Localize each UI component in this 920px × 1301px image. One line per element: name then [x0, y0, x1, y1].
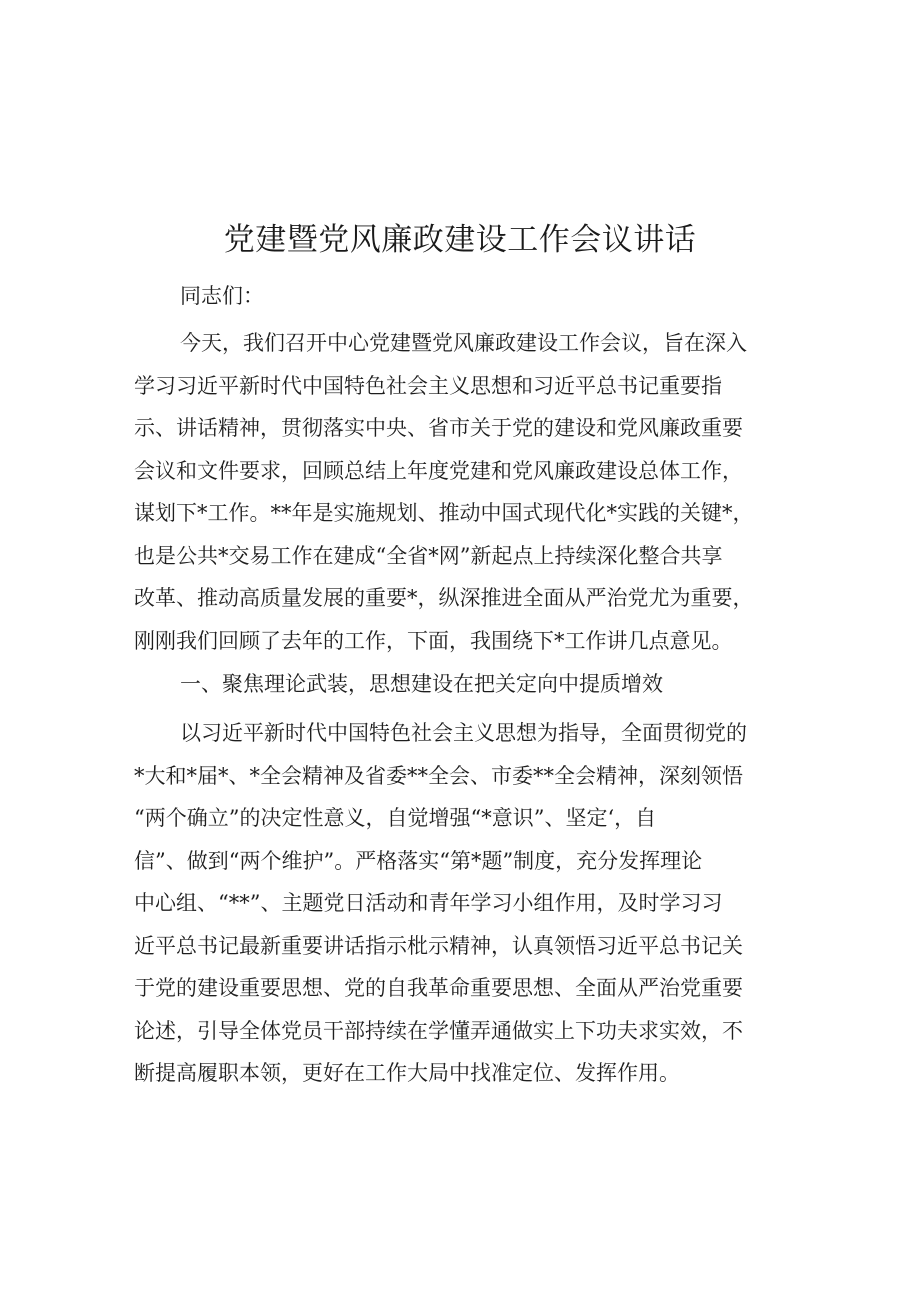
section-heading-1	[134, 663, 850, 706]
paragraph-line: 近平总书记最新重要讲话指示枇示精神，认真领悟习近平总书记关	[134, 933, 743, 958]
paragraph-line: 刚刚我们回顾了去年的工作，下面，我围绕下*工作讲几点意见。	[134, 628, 733, 653]
greeting	[134, 275, 850, 318]
paragraph-line: 会议和文件要求，回顾总结上年度党建和党风廉政建设总体工作，	[134, 458, 743, 483]
document-title: 党建暨党风廉政建设工作会议讲话	[223, 222, 697, 258]
paragraph-line: “两个确立”的决定性意义，自觉增强“*意识”、坚定‘，自	[134, 806, 657, 830]
paragraph-line: *大和*届*、*全会精神及省委**全会、市委**全会精神，深刻领悟	[134, 763, 743, 788]
paragraph-line: 于党的建设重要思想、党的自我革命重要思想、全面从严治党重要	[134, 976, 743, 1000]
paragraph-line: 信”、做到“两个维护”。严格落实“第*题”制度，充分发挥理论	[134, 848, 703, 873]
paragraph-line: 论述，引导全体党员干部持续在学懂弄通做实上下功夫求实效，不	[134, 1018, 743, 1043]
paragraph-intro	[134, 322, 804, 662]
paragraph-line: 以习近平新时代中国特色社会主义思想为指导，全面贯彻党的	[180, 721, 747, 745]
paragraph-line: 改革、推动高质量发展的重要*，纵深推进全面从严治党尤为重要，	[134, 586, 754, 610]
paragraph-theory	[134, 712, 804, 1095]
section-heading-text: 一、聚焦理论武装，思想建设在把关定向中提质增效	[180, 672, 663, 696]
paragraph-line: 今天，我们召开中心党建暨党风廉政建设工作会议，旨在深入	[180, 331, 747, 355]
paragraph-line: 断提高履职本领，更好在工作大局中找准定位、发挥作用。	[134, 1061, 680, 1085]
paragraph-line: 中心组、“**”、主题党日活动和青年学习小组作用，及时学习习	[134, 891, 723, 915]
paragraph-line: 示、讲话精神，贯彻落实中央、省市关于党的建设和党风廉政重要	[134, 416, 743, 440]
greeting-text: 同志们：	[180, 284, 264, 308]
paragraph-line: 谋划下*工作。**年是实施规划、推动中国式现代化*实践的关键*，	[134, 501, 754, 525]
paragraph-line: 学习习近平新时代中国特色社会主义思想和习近平总书记重要指	[134, 373, 722, 398]
paragraph-line: 也是公共*交易工作在建成“全省*网”新起点上持续深化整合共享	[134, 543, 723, 568]
